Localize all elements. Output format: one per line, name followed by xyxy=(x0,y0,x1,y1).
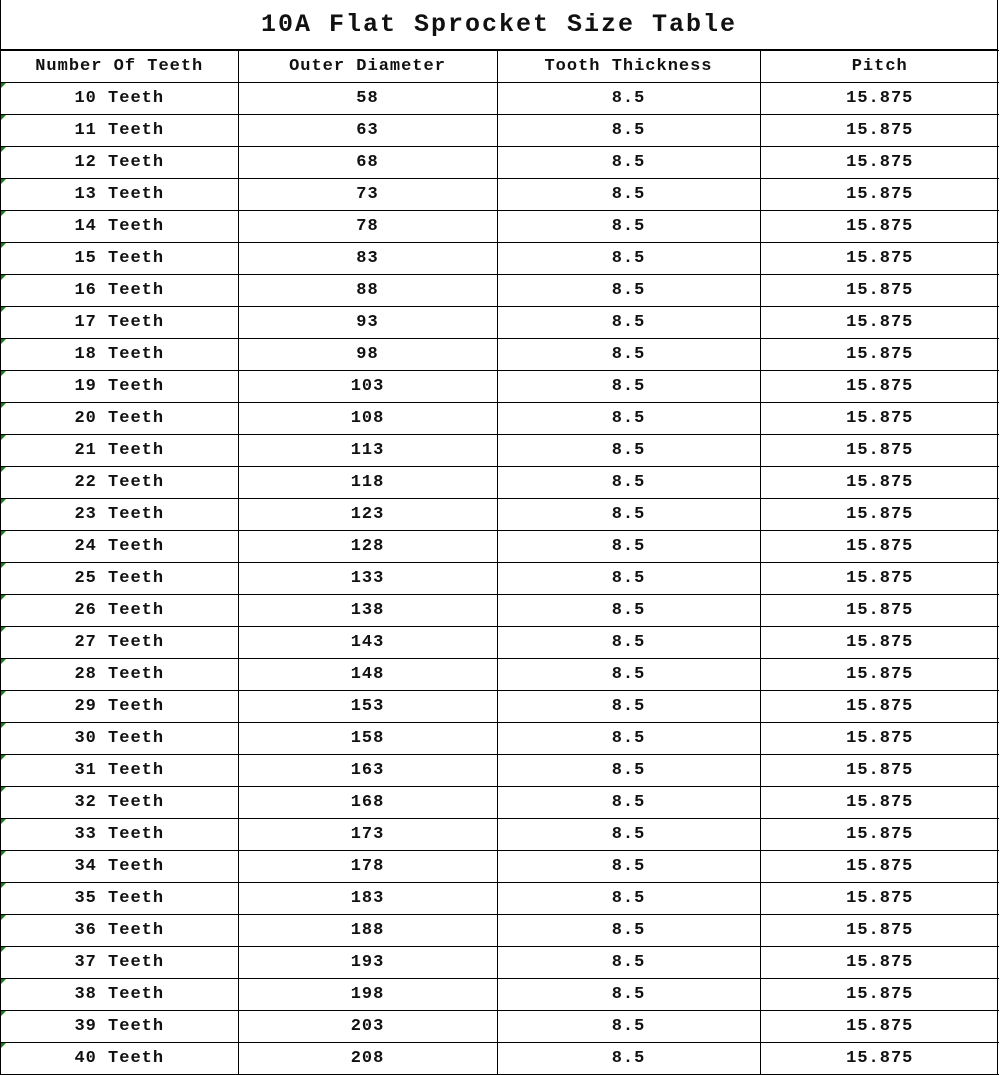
table-row xyxy=(1,115,999,147)
cell-outer-diameter: 123 xyxy=(238,499,497,531)
cell-pitch: 15.875 xyxy=(760,723,999,755)
cell-pitch: 15.875 xyxy=(760,563,999,595)
cell-tooth-thickness: 8.5 xyxy=(497,275,760,307)
cell-number-of-teeth: 36 Teeth xyxy=(1,915,238,947)
cell-pitch: 15.875 xyxy=(760,115,999,147)
cell-pitch: 15.875 xyxy=(760,979,999,1011)
cell-pitch: 15.875 xyxy=(760,211,999,243)
cell-pitch: 15.875 xyxy=(760,627,999,659)
table-row xyxy=(1,915,999,947)
cell-tooth-thickness: 8.5 xyxy=(497,819,760,851)
cell-number-of-teeth: 26 Teeth xyxy=(1,595,238,627)
cell-tooth-thickness: 8.5 xyxy=(497,403,760,435)
cell-pitch: 15.875 xyxy=(760,435,999,467)
table-row xyxy=(1,723,999,755)
cell-pitch: 15.875 xyxy=(760,755,999,787)
cell-outer-diameter: 73 xyxy=(238,179,497,211)
table-row xyxy=(1,947,999,979)
cell-outer-diameter: 88 xyxy=(238,275,497,307)
cell-outer-diameter: 133 xyxy=(238,563,497,595)
table-row xyxy=(1,1011,999,1043)
cell-number-of-teeth: 30 Teeth xyxy=(1,723,238,755)
cell-number-of-teeth: 14 Teeth xyxy=(1,211,238,243)
cell-outer-diameter: 183 xyxy=(238,883,497,915)
table-body xyxy=(1,83,999,1075)
cell-number-of-teeth: 33 Teeth xyxy=(1,819,238,851)
cell-number-of-teeth: 11 Teeth xyxy=(1,115,238,147)
cell-outer-diameter: 158 xyxy=(238,723,497,755)
cell-outer-diameter: 68 xyxy=(238,147,497,179)
cell-outer-diameter: 118 xyxy=(238,467,497,499)
cell-tooth-thickness: 8.5 xyxy=(497,83,760,115)
cell-tooth-thickness: 8.5 xyxy=(497,467,760,499)
cell-number-of-teeth: 21 Teeth xyxy=(1,435,238,467)
cell-number-of-teeth: 17 Teeth xyxy=(1,307,238,339)
cell-pitch: 15.875 xyxy=(760,147,999,179)
table-row xyxy=(1,787,999,819)
cell-pitch: 15.875 xyxy=(760,595,999,627)
cell-outer-diameter: 128 xyxy=(238,531,497,563)
cell-outer-diameter: 193 xyxy=(238,947,497,979)
cell-outer-diameter: 188 xyxy=(238,915,497,947)
table-row xyxy=(1,499,999,531)
table-row xyxy=(1,851,999,883)
table-row xyxy=(1,371,999,403)
cell-number-of-teeth: 29 Teeth xyxy=(1,691,238,723)
cell-pitch: 15.875 xyxy=(760,179,999,211)
cell-tooth-thickness: 8.5 xyxy=(497,883,760,915)
cell-number-of-teeth: 15 Teeth xyxy=(1,243,238,275)
cell-outer-diameter: 98 xyxy=(238,339,497,371)
cell-pitch: 15.875 xyxy=(760,819,999,851)
cell-tooth-thickness: 8.5 xyxy=(497,147,760,179)
cell-tooth-thickness: 8.5 xyxy=(497,755,760,787)
table-row xyxy=(1,819,999,851)
cell-number-of-teeth: 35 Teeth xyxy=(1,883,238,915)
cell-outer-diameter: 93 xyxy=(238,307,497,339)
cell-outer-diameter: 168 xyxy=(238,787,497,819)
table-title: 10A Flat Sprocket Size Table xyxy=(1,0,997,50)
cell-outer-diameter: 63 xyxy=(238,115,497,147)
cell-pitch: 15.875 xyxy=(760,947,999,979)
table-row xyxy=(1,627,999,659)
table-row xyxy=(1,339,999,371)
table-row xyxy=(1,403,999,435)
cell-outer-diameter: 148 xyxy=(238,659,497,691)
cell-number-of-teeth: 13 Teeth xyxy=(1,179,238,211)
cell-number-of-teeth: 40 Teeth xyxy=(1,1043,238,1075)
cell-number-of-teeth: 32 Teeth xyxy=(1,787,238,819)
cell-outer-diameter: 173 xyxy=(238,819,497,851)
cell-number-of-teeth: 24 Teeth xyxy=(1,531,238,563)
cell-outer-diameter: 198 xyxy=(238,979,497,1011)
cell-pitch: 15.875 xyxy=(760,1011,999,1043)
cell-pitch: 15.875 xyxy=(760,691,999,723)
cell-number-of-teeth: 27 Teeth xyxy=(1,627,238,659)
cell-number-of-teeth: 10 Teeth xyxy=(1,83,238,115)
cell-number-of-teeth: 22 Teeth xyxy=(1,467,238,499)
cell-pitch: 15.875 xyxy=(760,915,999,947)
cell-outer-diameter: 203 xyxy=(238,1011,497,1043)
table-row xyxy=(1,83,999,115)
sprocket-size-table xyxy=(1,50,999,1075)
cell-outer-diameter: 113 xyxy=(238,435,497,467)
table-row xyxy=(1,755,999,787)
table-row xyxy=(1,435,999,467)
cell-tooth-thickness: 8.5 xyxy=(497,947,760,979)
cell-pitch: 15.875 xyxy=(760,531,999,563)
cell-number-of-teeth: 37 Teeth xyxy=(1,947,238,979)
cell-tooth-thickness: 8.5 xyxy=(497,435,760,467)
table-row xyxy=(1,147,999,179)
table-row xyxy=(1,595,999,627)
table-row xyxy=(1,659,999,691)
cell-pitch: 15.875 xyxy=(760,403,999,435)
table-row xyxy=(1,307,999,339)
cell-tooth-thickness: 8.5 xyxy=(497,371,760,403)
cell-number-of-teeth: 39 Teeth xyxy=(1,1011,238,1043)
cell-pitch: 15.875 xyxy=(760,243,999,275)
cell-outer-diameter: 83 xyxy=(238,243,497,275)
cell-tooth-thickness: 8.5 xyxy=(497,915,760,947)
header-outer-diameter: Outer Diameter xyxy=(238,51,497,83)
table-header xyxy=(1,51,999,83)
cell-pitch: 15.875 xyxy=(760,883,999,915)
cell-tooth-thickness: 8.5 xyxy=(497,531,760,563)
header-number-of-teeth: Number Of Teeth xyxy=(1,51,238,83)
cell-outer-diameter: 138 xyxy=(238,595,497,627)
cell-number-of-teeth: 19 Teeth xyxy=(1,371,238,403)
cell-pitch: 15.875 xyxy=(760,1043,999,1075)
table-row xyxy=(1,883,999,915)
cell-number-of-teeth: 16 Teeth xyxy=(1,275,238,307)
cell-pitch: 15.875 xyxy=(760,851,999,883)
cell-tooth-thickness: 8.5 xyxy=(497,115,760,147)
cell-tooth-thickness: 8.5 xyxy=(497,1011,760,1043)
cell-number-of-teeth: 34 Teeth xyxy=(1,851,238,883)
cell-tooth-thickness: 8.5 xyxy=(497,179,760,211)
cell-number-of-teeth: 12 Teeth xyxy=(1,147,238,179)
table-row xyxy=(1,691,999,723)
cell-outer-diameter: 108 xyxy=(238,403,497,435)
cell-tooth-thickness: 8.5 xyxy=(497,691,760,723)
table-row xyxy=(1,275,999,307)
cell-tooth-thickness: 8.5 xyxy=(497,659,760,691)
table-row xyxy=(1,179,999,211)
table-row xyxy=(1,563,999,595)
cell-outer-diameter: 58 xyxy=(238,83,497,115)
cell-pitch: 15.875 xyxy=(760,83,999,115)
header-tooth-thickness: Tooth Thickness xyxy=(497,51,760,83)
cell-number-of-teeth: 28 Teeth xyxy=(1,659,238,691)
cell-number-of-teeth: 20 Teeth xyxy=(1,403,238,435)
cell-pitch: 15.875 xyxy=(760,339,999,371)
cell-tooth-thickness: 8.5 xyxy=(497,595,760,627)
header-row xyxy=(1,51,999,83)
table-row xyxy=(1,531,999,563)
cell-pitch: 15.875 xyxy=(760,467,999,499)
table-row xyxy=(1,979,999,1011)
cell-tooth-thickness: 8.5 xyxy=(497,787,760,819)
cell-tooth-thickness: 8.5 xyxy=(497,307,760,339)
cell-outer-diameter: 103 xyxy=(238,371,497,403)
cell-tooth-thickness: 8.5 xyxy=(497,627,760,659)
header-pitch: Pitch xyxy=(760,51,999,83)
cell-pitch: 15.875 xyxy=(760,307,999,339)
cell-pitch: 15.875 xyxy=(760,499,999,531)
cell-pitch: 15.875 xyxy=(760,371,999,403)
cell-tooth-thickness: 8.5 xyxy=(497,339,760,371)
cell-tooth-thickness: 8.5 xyxy=(497,563,760,595)
table-row xyxy=(1,243,999,275)
cell-pitch: 15.875 xyxy=(760,275,999,307)
cell-outer-diameter: 208 xyxy=(238,1043,497,1075)
cell-outer-diameter: 143 xyxy=(238,627,497,659)
cell-outer-diameter: 163 xyxy=(238,755,497,787)
cell-number-of-teeth: 18 Teeth xyxy=(1,339,238,371)
cell-outer-diameter: 78 xyxy=(238,211,497,243)
cell-outer-diameter: 178 xyxy=(238,851,497,883)
cell-pitch: 15.875 xyxy=(760,787,999,819)
cell-pitch: 15.875 xyxy=(760,659,999,691)
cell-number-of-teeth: 25 Teeth xyxy=(1,563,238,595)
cell-tooth-thickness: 8.5 xyxy=(497,1043,760,1075)
cell-tooth-thickness: 8.5 xyxy=(497,243,760,275)
cell-tooth-thickness: 8.5 xyxy=(497,851,760,883)
table-row xyxy=(1,211,999,243)
cell-number-of-teeth: 38 Teeth xyxy=(1,979,238,1011)
table-row xyxy=(1,1043,999,1075)
cell-tooth-thickness: 8.5 xyxy=(497,499,760,531)
cell-tooth-thickness: 8.5 xyxy=(497,211,760,243)
table-row xyxy=(1,467,999,499)
cell-number-of-teeth: 31 Teeth xyxy=(1,755,238,787)
cell-number-of-teeth: 23 Teeth xyxy=(1,499,238,531)
cell-tooth-thickness: 8.5 xyxy=(497,723,760,755)
cell-tooth-thickness: 8.5 xyxy=(497,979,760,1011)
cell-outer-diameter: 153 xyxy=(238,691,497,723)
